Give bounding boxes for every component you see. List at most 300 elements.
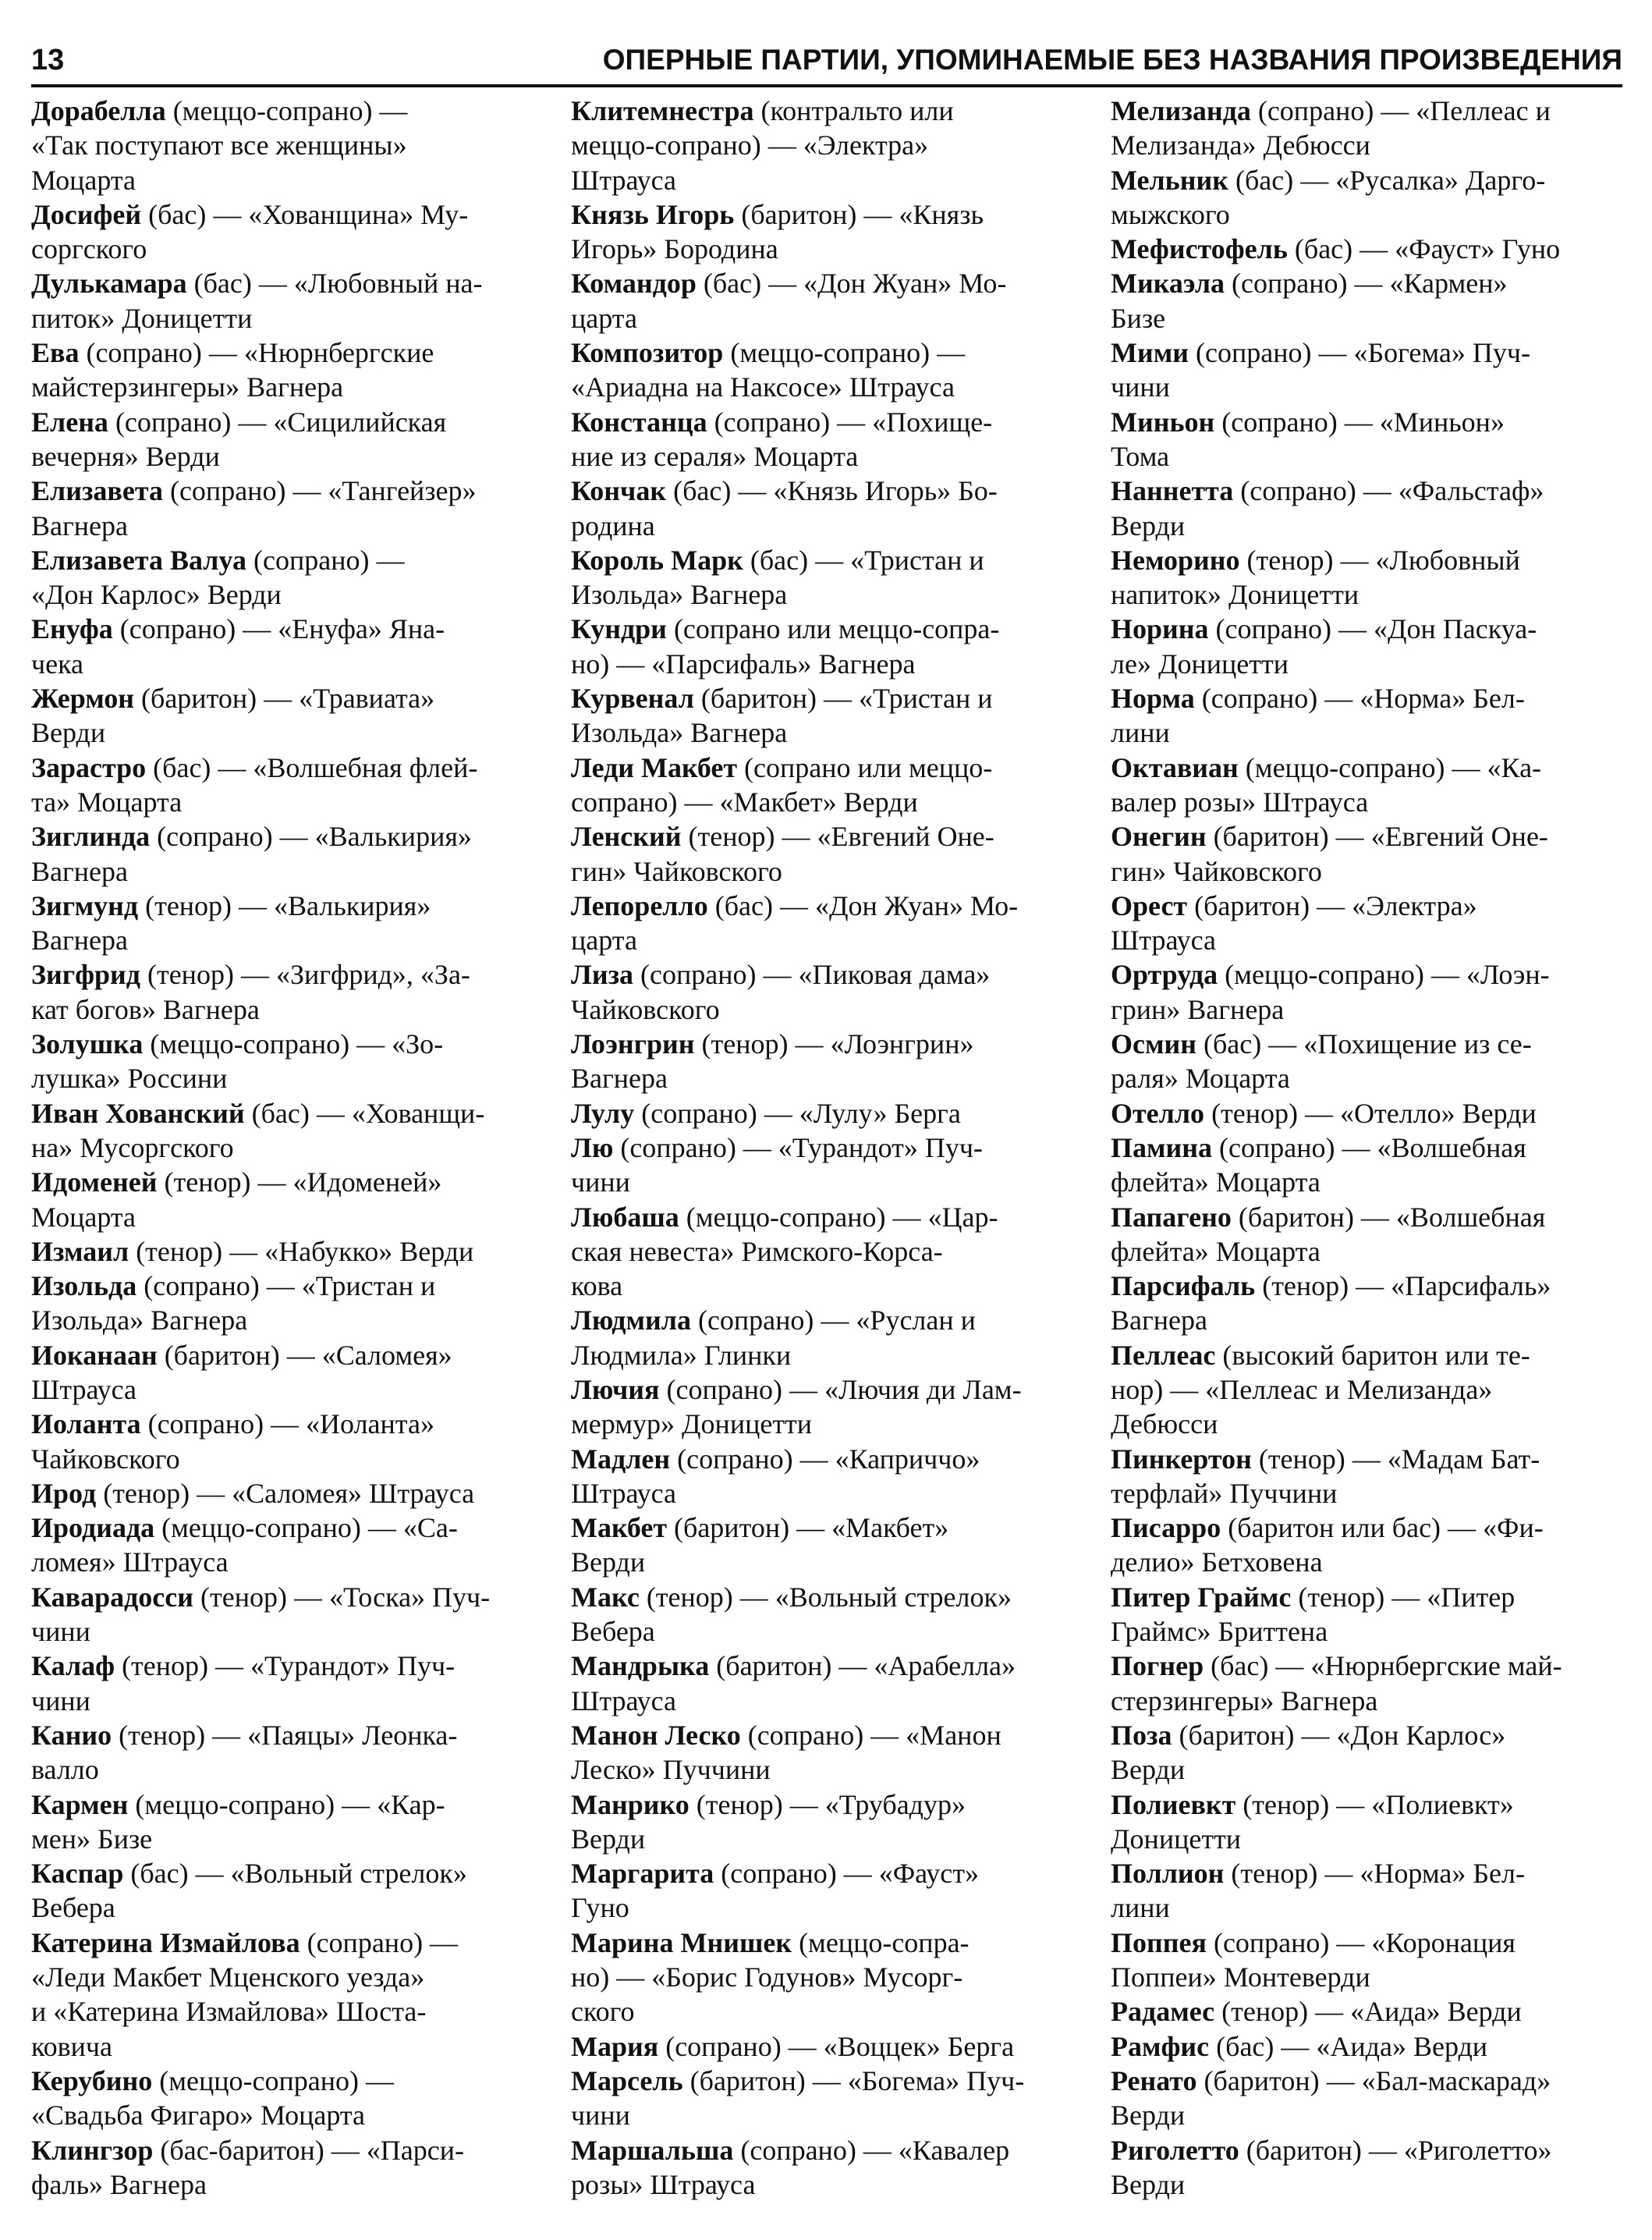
role-name: Микаэла xyxy=(1111,268,1225,300)
entry-line: родина xyxy=(571,509,655,541)
entry-line: Маргарита (сопрано) — «Фауст» xyxy=(571,1858,980,1890)
entry-line: Вебера xyxy=(31,1892,115,1924)
entry-line: Лю (сопрано) — «Турандот» Пуч- xyxy=(571,1131,983,1163)
entry-line: Лоэнгрин (тенор) — «Лоэнгрин» xyxy=(571,1028,974,1060)
role-name: Иоканаан xyxy=(31,1339,158,1371)
entry-line: мен» Бизе xyxy=(31,1823,153,1855)
index-entry xyxy=(31,1165,546,1234)
index-entry xyxy=(31,405,546,474)
entry-line: Иван Хованский (бас) — «Хованщи- xyxy=(31,1097,485,1129)
entry-line: Вагнера xyxy=(571,1063,668,1095)
entry-line: Елена (сопрано) — «Сицилийская xyxy=(31,406,447,438)
role-name: Зигфрид xyxy=(31,959,140,991)
entry-line: «Дон Карлос» Верди xyxy=(31,579,282,611)
entry-line: Леди Макбет (сопрано или меццо- xyxy=(571,751,993,783)
index-entry xyxy=(31,1718,546,1787)
index-entry xyxy=(571,1926,1092,2029)
entry-line: Зиглинда (сопрано) — «Валькирия» xyxy=(31,821,472,853)
index-entry xyxy=(571,889,1092,958)
entry-line: Вагнера xyxy=(31,925,128,957)
role-name: Дулькамара xyxy=(31,268,187,300)
entry-line: Гуно xyxy=(571,1892,629,1924)
entry-line: Макбет (баритон) — «Макбет» xyxy=(571,1512,949,1544)
role-name: Ленский xyxy=(571,821,682,853)
index-entry xyxy=(571,1856,1092,1926)
entry-line: Каварадосси (тенор) — «Тоска» Пуч- xyxy=(31,1581,491,1613)
entry-line: лини xyxy=(1111,1892,1170,1924)
entry-line: Любаша (меццо-сопрано) — «Цар- xyxy=(571,1201,998,1233)
entry-line: Памина (сопрано) — «Волшебная xyxy=(1111,1131,1526,1163)
role-name: Макс xyxy=(571,1581,640,1613)
role-name: Золушка xyxy=(31,1028,144,1060)
role-name: Иродиада xyxy=(31,1512,155,1544)
entry-line: Бизе xyxy=(1111,302,1166,334)
entry-line: Князь Игорь (баритон) — «Князь xyxy=(571,198,984,230)
role-name: Маргарита xyxy=(571,1858,714,1890)
index-entry xyxy=(571,1787,1092,1857)
entry-line: Клингзор (бас-баритон) — «Парси- xyxy=(31,2134,464,2166)
role-name: Лючия xyxy=(571,1373,660,1405)
role-name: Онегин xyxy=(1111,821,1207,853)
index-entry xyxy=(1111,266,1636,335)
entry-line: терфлай» Пуччини xyxy=(1111,1477,1338,1509)
entry-line: Граймс» Бриттена xyxy=(1111,1616,1328,1648)
role-name: Зиглинда xyxy=(31,821,151,853)
role-name: Зигмунд xyxy=(31,889,139,921)
index-entry xyxy=(1111,1926,1636,1995)
entry-line: валер розы» Штрауса xyxy=(1111,786,1369,818)
index-entry xyxy=(571,405,1092,474)
entry-line: сопрано) — «Макбет» Верди xyxy=(571,786,918,818)
index-entry xyxy=(571,266,1092,335)
entry-line: Доницетти xyxy=(1111,1823,1242,1855)
role-name: Клитемнестра xyxy=(571,95,754,126)
role-name: Лю xyxy=(571,1131,614,1163)
entry-line: Полиевкт (тенор) — «Полиевкт» xyxy=(1111,1788,1514,1820)
role-name: Памина xyxy=(1111,1131,1213,1163)
role-name: Енуфа xyxy=(31,613,113,645)
index-entry xyxy=(31,543,546,612)
entry-line: Мадлен (сопрано) — «Каприччо» xyxy=(571,1443,980,1475)
role-name: Иван Хованский xyxy=(31,1097,245,1129)
index-entry xyxy=(1111,1442,1636,1511)
entry-line: Дулькамара (бас) — «Любовный на- xyxy=(31,268,483,300)
index-entry xyxy=(571,751,1092,820)
index-entry xyxy=(1111,1856,1636,1926)
entry-line: ле» Доницетти xyxy=(1111,648,1289,680)
entry-line: «Так поступают все женщины» xyxy=(31,130,407,162)
index-entry xyxy=(31,751,546,820)
index-entry xyxy=(571,1442,1092,1511)
index-entry xyxy=(31,1856,546,1926)
entry-line: Идоменей (тенор) — «Идоменей» xyxy=(31,1166,442,1198)
entry-line: ковича xyxy=(31,2030,113,2062)
role-name: Ренато xyxy=(1111,2064,1197,2096)
role-name: Рамфис xyxy=(1111,2030,1210,2062)
entry-line: Штрауса xyxy=(571,1477,677,1509)
entry-line: ломея» Штрауса xyxy=(31,1546,229,1578)
entry-line: Вагнера xyxy=(1111,1305,1207,1337)
index-entry xyxy=(31,957,546,1027)
entry-line: розы» Штрауса xyxy=(571,2168,756,2200)
index-entry xyxy=(31,266,546,335)
role-name: Елена xyxy=(31,406,108,438)
entry-line: Верди xyxy=(571,1823,646,1855)
index-entry xyxy=(1111,1994,1636,2029)
index-entry xyxy=(31,1926,546,2064)
index-entry xyxy=(1111,1718,1636,1787)
entry-line: ская невеста» Римского-Корса- xyxy=(571,1235,943,1267)
entry-line: Штрауса xyxy=(1111,925,1217,957)
entry-line: Елизавета (сопрано) — «Тангейзер» xyxy=(31,475,477,507)
role-name: Наннетта xyxy=(1111,475,1234,507)
entry-line: Композитор (меццо-сопрано) — xyxy=(571,337,966,369)
role-name: Макбет xyxy=(571,1512,668,1544)
entry-line: Ленский (тенор) — «Евгений Оне- xyxy=(571,821,994,853)
index-entry xyxy=(31,2064,546,2133)
role-name: Погнер xyxy=(1111,1650,1204,1682)
entry-line: майстерзингеры» Вагнера xyxy=(31,371,344,403)
entry-line: Мими (сопрано) — «Богема» Пуч- xyxy=(1111,337,1530,369)
role-name: Керубино xyxy=(31,2064,153,2096)
index-entry xyxy=(1111,474,1636,543)
role-name: Лепорелло xyxy=(571,889,708,921)
index-entry xyxy=(571,197,1092,267)
index-entry xyxy=(571,1131,1092,1200)
entry-line: Вебера xyxy=(571,1616,655,1648)
page-number: 13 xyxy=(31,44,65,76)
index-entry xyxy=(571,1649,1092,1718)
index-entry xyxy=(571,474,1092,543)
role-name: Мелизанда xyxy=(1111,95,1251,126)
index-entry xyxy=(1111,1787,1636,1857)
role-name: Лиза xyxy=(571,959,634,991)
role-name: Неморино xyxy=(1111,544,1240,576)
entry-line: Наннетта (сопрано) — «Фальстаф» xyxy=(1111,475,1544,507)
entry-line: Иоланта (сопрано) — «Иоланта» xyxy=(31,1408,434,1440)
role-name: Мария xyxy=(571,2030,659,2062)
role-name: Парсифаль xyxy=(1111,1270,1256,1302)
entry-line: Ортруда (меццо-сопрано) — «Лоэн- xyxy=(1111,959,1550,991)
index-entry xyxy=(571,1096,1092,1131)
index-entry xyxy=(31,819,546,889)
entry-line: Мандрыка (баритон) — «Арабелла» xyxy=(571,1650,1016,1682)
role-name: Папагено xyxy=(1111,1201,1232,1233)
role-name: Калаф xyxy=(31,1650,115,1682)
entry-line: Рамфис (бас) — «Аида» Верди xyxy=(1111,2030,1488,2062)
role-name: Пинкертон xyxy=(1111,1443,1252,1475)
entry-line: Пеллеас (высокий баритон или те- xyxy=(1111,1339,1530,1371)
role-name: Мадлен xyxy=(571,1443,671,1475)
entry-line: Керубино (меццо-сопрано) — xyxy=(31,2064,395,2096)
role-name: Питер Граймс xyxy=(1111,1581,1292,1613)
entry-line: чека xyxy=(31,648,84,680)
role-name: Катерина Измайлова xyxy=(31,1926,300,1958)
entry-line: Манрико (тенор) — «Трубадур» xyxy=(571,1788,966,1820)
index-entry xyxy=(1111,405,1636,474)
role-name: Елизавета xyxy=(31,475,163,507)
entry-line: Измаил (тенор) — «Набукко» Верди xyxy=(31,1235,474,1267)
role-name: Маршальша xyxy=(571,2134,734,2166)
entry-line: но) — «Борис Годунов» Мусорг- xyxy=(571,1961,963,1993)
entry-line: Микаэла (сопрано) — «Кармен» xyxy=(1111,268,1508,300)
role-name: Мандрыка xyxy=(571,1650,710,1682)
role-name: Пеллеас xyxy=(1111,1339,1216,1371)
entry-line: «Свадьба Фигаро» Моцарта xyxy=(31,2100,366,2132)
entry-line: лушка» Россини xyxy=(31,1063,228,1095)
entry-line: кат богов» Вагнера xyxy=(31,993,260,1025)
entry-line: Кончак (бас) — «Князь Игорь» Бо- xyxy=(571,475,998,507)
role-name: Мими xyxy=(1111,337,1189,369)
role-name: Мельник xyxy=(1111,164,1228,196)
index-entry xyxy=(1111,2029,1636,2064)
role-name: Клингзор xyxy=(31,2134,154,2166)
index-entry xyxy=(31,1649,546,1718)
index-entry xyxy=(1111,957,1636,1027)
entry-line: мыжского xyxy=(1111,198,1230,230)
entry-line: Миньон (сопрано) — «Миньон» xyxy=(1111,406,1505,438)
index-entry xyxy=(31,197,546,267)
entry-line: Моцарта xyxy=(31,1201,136,1233)
role-name: Канио xyxy=(31,1719,112,1751)
entry-line: Поза (баритон) — «Дон Карлос» xyxy=(1111,1719,1506,1751)
entry-line: Тома xyxy=(1111,440,1170,472)
role-name: Поппея xyxy=(1111,1926,1207,1958)
entry-line: Моцарта xyxy=(31,164,136,196)
entry-line: Изольда» Вагнера xyxy=(571,717,788,749)
index-entry xyxy=(31,1476,546,1510)
entry-line: Штрауса xyxy=(31,1373,137,1405)
entry-line: Досифей (бас) — «Хованщина» Му- xyxy=(31,198,469,230)
entry-line: Командор (бас) — «Дон Жуан» Мо- xyxy=(571,268,1007,300)
entry-line: соргского xyxy=(31,233,147,265)
entry-line: Жермон (баритон) — «Травиата» xyxy=(31,683,435,715)
role-name: Любаша xyxy=(571,1201,679,1233)
entry-line: Поллион (тенор) — «Норма» Бел- xyxy=(1111,1858,1525,1890)
entry-line: Людмила (сопрано) — «Руслан и xyxy=(571,1305,976,1337)
entry-line: Лиза (сопрано) — «Пиковая дама» xyxy=(571,959,991,991)
entry-line: Зарастро (бас) — «Волшебная флей- xyxy=(31,751,478,783)
role-name: Ева xyxy=(31,337,80,369)
index-entry xyxy=(1111,2133,1636,2203)
entry-line: Верди xyxy=(1111,2168,1186,2200)
entry-line: раля» Моцарта xyxy=(1111,1063,1290,1095)
index-entry xyxy=(1111,163,1636,233)
page-header xyxy=(31,41,1622,87)
entry-line: царта xyxy=(571,302,637,334)
entry-line: Елизавета Валуа (сопрано) — xyxy=(31,544,405,576)
role-name: Кармен xyxy=(31,1788,129,1820)
entry-line: Ренато (баритон) — «Бал-маскарад» xyxy=(1111,2064,1551,2096)
role-name: Жермон xyxy=(31,683,135,715)
entry-line: Норина (сопрано) — «Дон Паскуа- xyxy=(1111,613,1537,645)
role-name: Миньон xyxy=(1111,406,1215,438)
entry-line: гин» Чайковского xyxy=(1111,855,1322,887)
entry-line: Зигмунд (тенор) — «Валькирия» xyxy=(31,889,431,921)
entry-line: Поппеи» Монтеверди xyxy=(1111,1961,1370,1993)
entry-line: Верди xyxy=(1111,509,1186,541)
index-entry xyxy=(1111,751,1636,820)
entry-line: Мельник (бас) — «Русалка» Дарго- xyxy=(1111,164,1546,196)
entry-line: Верди xyxy=(1111,1754,1186,1786)
role-name: Радамес xyxy=(1111,1996,1215,2028)
entry-line: чини xyxy=(31,1616,90,1648)
role-name: Досифей xyxy=(31,198,142,230)
role-name: Зарастро xyxy=(31,751,147,783)
entry-line: меццо-сопрано) — «Электра» xyxy=(571,130,929,162)
entry-line: Папагено (баритон) — «Волшебная xyxy=(1111,1201,1546,1233)
entry-line: Калаф (тенор) — «Турандот» Пуч- xyxy=(31,1650,456,1682)
index-entry xyxy=(571,1718,1092,1787)
entry-line: Мелизанда (сопрано) — «Пеллеас и xyxy=(1111,95,1551,126)
index-entry xyxy=(31,1580,546,1649)
index-entry xyxy=(1111,1338,1636,1442)
index-entry xyxy=(1111,1649,1636,1718)
index-entry xyxy=(1111,1096,1636,1131)
index-entry xyxy=(1111,681,1636,751)
role-name: Король Марк xyxy=(571,544,743,576)
entry-line: лини xyxy=(1111,717,1170,749)
entry-line: чини xyxy=(1111,371,1170,403)
entry-line: Курвенал (баритон) — «Тристан и xyxy=(571,683,993,715)
index-entry xyxy=(1111,1027,1636,1096)
entry-line: на» Мусоргского xyxy=(31,1131,234,1163)
entry-line: Канио (тенор) — «Паяцы» Леонка- xyxy=(31,1719,458,1751)
index-entry xyxy=(571,681,1092,751)
index-entry xyxy=(1111,94,1636,163)
role-name: Композитор xyxy=(571,337,724,369)
entry-line: Каспар (бас) — «Вольный стрелок» xyxy=(31,1858,467,1890)
entry-line: мермур» Доницетти xyxy=(571,1408,813,1440)
entry-line: Маршальша (сопрано) — «Кавалер xyxy=(571,2134,1010,2166)
entry-line: Клитемнестра (контральто или xyxy=(571,95,954,126)
entry-line: «Леди Макбет Мценского уезда» xyxy=(31,1961,425,1993)
index-entry xyxy=(31,889,546,958)
index-entry xyxy=(1111,612,1636,681)
entry-line: Чайковского xyxy=(571,993,720,1025)
entry-line: Енуфа (сопрано) — «Енуфа» Яна- xyxy=(31,613,445,645)
role-name: Марсель xyxy=(571,2064,683,2096)
role-name: Осмин xyxy=(1111,1028,1196,1060)
index-entry xyxy=(571,2029,1092,2064)
index-entry xyxy=(571,1200,1092,1304)
index-entry xyxy=(1111,335,1636,405)
entry-line: Вагнера xyxy=(31,855,128,887)
index-entry xyxy=(31,335,546,405)
role-name: Лоэнгрин xyxy=(571,1028,695,1060)
entry-line: напиток» Доницетти xyxy=(1111,579,1360,611)
entry-line: Писарро (баритон или бас) — «Фи- xyxy=(1111,1512,1544,1544)
index-entry xyxy=(31,474,546,543)
index-entry xyxy=(571,612,1092,681)
role-name: Князь Игорь xyxy=(571,198,735,230)
role-name: Ирод xyxy=(31,1477,97,1509)
entry-line: Кармен (меццо-сопрано) — «Кар- xyxy=(31,1788,445,1820)
entry-line: царта xyxy=(571,925,637,957)
index-entry xyxy=(571,543,1092,612)
role-name: Норина xyxy=(1111,613,1209,645)
index-entry xyxy=(1111,819,1636,889)
role-name: Октавиан xyxy=(1111,751,1239,783)
role-name: Дорабелла xyxy=(31,95,166,126)
entry-line: но) — «Парсифаль» Вагнера xyxy=(571,648,916,680)
entry-line: Онегин (баритон) — «Евгений Оне- xyxy=(1111,821,1548,853)
role-name: Каспар xyxy=(31,1858,124,1890)
index-entry xyxy=(1111,1131,1636,1200)
column-3 xyxy=(1111,94,1636,2231)
entry-line: Констанца (сопрано) — «Похище- xyxy=(571,406,993,438)
entry-line: Леско» Пуччини xyxy=(571,1754,771,1786)
role-name: Орест xyxy=(1111,889,1188,921)
role-name: Писарро xyxy=(1111,1512,1221,1544)
index-entry xyxy=(1111,1200,1636,1269)
index-entry xyxy=(1111,543,1636,612)
entry-line: грин» Вагнера xyxy=(1111,993,1285,1025)
entry-line: Осмин (бас) — «Похищение из се- xyxy=(1111,1028,1532,1060)
role-name: Норма xyxy=(1111,683,1195,715)
role-name: Ортруда xyxy=(1111,959,1218,991)
entry-line: Орест (баритон) — «Электра» xyxy=(1111,889,1477,921)
index-entry xyxy=(1111,232,1636,266)
entry-line: Игорь» Бородина xyxy=(571,233,778,265)
entry-line: нор) — «Пеллеас и Мелизанда» xyxy=(1111,1373,1493,1405)
entry-line: Пинкертон (тенор) — «Мадам Бат- xyxy=(1111,1443,1540,1475)
entry-line: чини xyxy=(571,2100,630,2132)
entry-line: Дорабелла (меццо-сопрано) — xyxy=(31,95,408,126)
index-entry xyxy=(571,94,1092,197)
index-entry xyxy=(571,1372,1092,1442)
entry-line: Вагнера xyxy=(31,509,128,541)
entry-line: Кундри (сопрано или меццо-сопра- xyxy=(571,613,1000,645)
entry-line: Людмила» Глинки xyxy=(571,1339,792,1371)
entry-line: гин» Чайковского xyxy=(571,855,782,887)
entry-line: Иоканаан (баритон) — «Саломея» xyxy=(31,1339,452,1371)
index-entry xyxy=(31,1338,546,1408)
entry-line: Макс (тенор) — «Вольный стрелок» xyxy=(571,1581,1012,1613)
index-entry xyxy=(1111,1580,1636,1649)
index-entry xyxy=(1111,889,1636,958)
index-entry xyxy=(31,1096,546,1166)
index-entry xyxy=(571,957,1092,1027)
entry-line: Изольда (сопрано) — «Тристан и xyxy=(31,1270,436,1302)
entry-line: ского xyxy=(571,1996,635,2028)
entry-line: Марсель (баритон) — «Богема» Пуч- xyxy=(571,2064,1025,2096)
index-entry xyxy=(571,1303,1092,1372)
entry-line: Парсифаль (тенор) — «Парсифаль» xyxy=(1111,1270,1551,1302)
entry-line: Поппея (сопрано) — «Коронация xyxy=(1111,1926,1516,1958)
role-name: Леди Макбет xyxy=(571,751,738,783)
role-name: Курвенал xyxy=(571,683,694,715)
entry-line: Мелизанда» Дебюсси xyxy=(1111,130,1370,162)
entry-line: Питер Граймс (тенор) — «Питер xyxy=(1111,1581,1516,1613)
entry-line: чини xyxy=(571,1166,630,1198)
role-name: Кундри xyxy=(571,613,667,645)
column-1 xyxy=(31,94,546,2231)
entry-line: Чайковского xyxy=(31,1443,180,1475)
entry-line: Лулу (сопрано) — «Лулу» Берга xyxy=(571,1097,961,1129)
entry-line: Иродиада (меццо-сопрано) — «Са- xyxy=(31,1512,458,1544)
entry-line: Норма (сопрано) — «Норма» Бел- xyxy=(1111,683,1525,715)
entry-line: та» Моцарта xyxy=(31,786,183,818)
role-name: Лулу xyxy=(571,1097,635,1129)
index-entry xyxy=(1111,2064,1636,2133)
role-name: Елизавета Валуа xyxy=(31,544,247,576)
entry-line: Радамес (тенор) — «Аида» Верди xyxy=(1111,1996,1522,2028)
entry-line: кова xyxy=(571,1270,623,1302)
index-entry xyxy=(31,1407,546,1476)
entry-line: Неморино (тенор) — «Любовный xyxy=(1111,544,1520,576)
entry-line: Изольда» Вагнера xyxy=(31,1305,248,1337)
